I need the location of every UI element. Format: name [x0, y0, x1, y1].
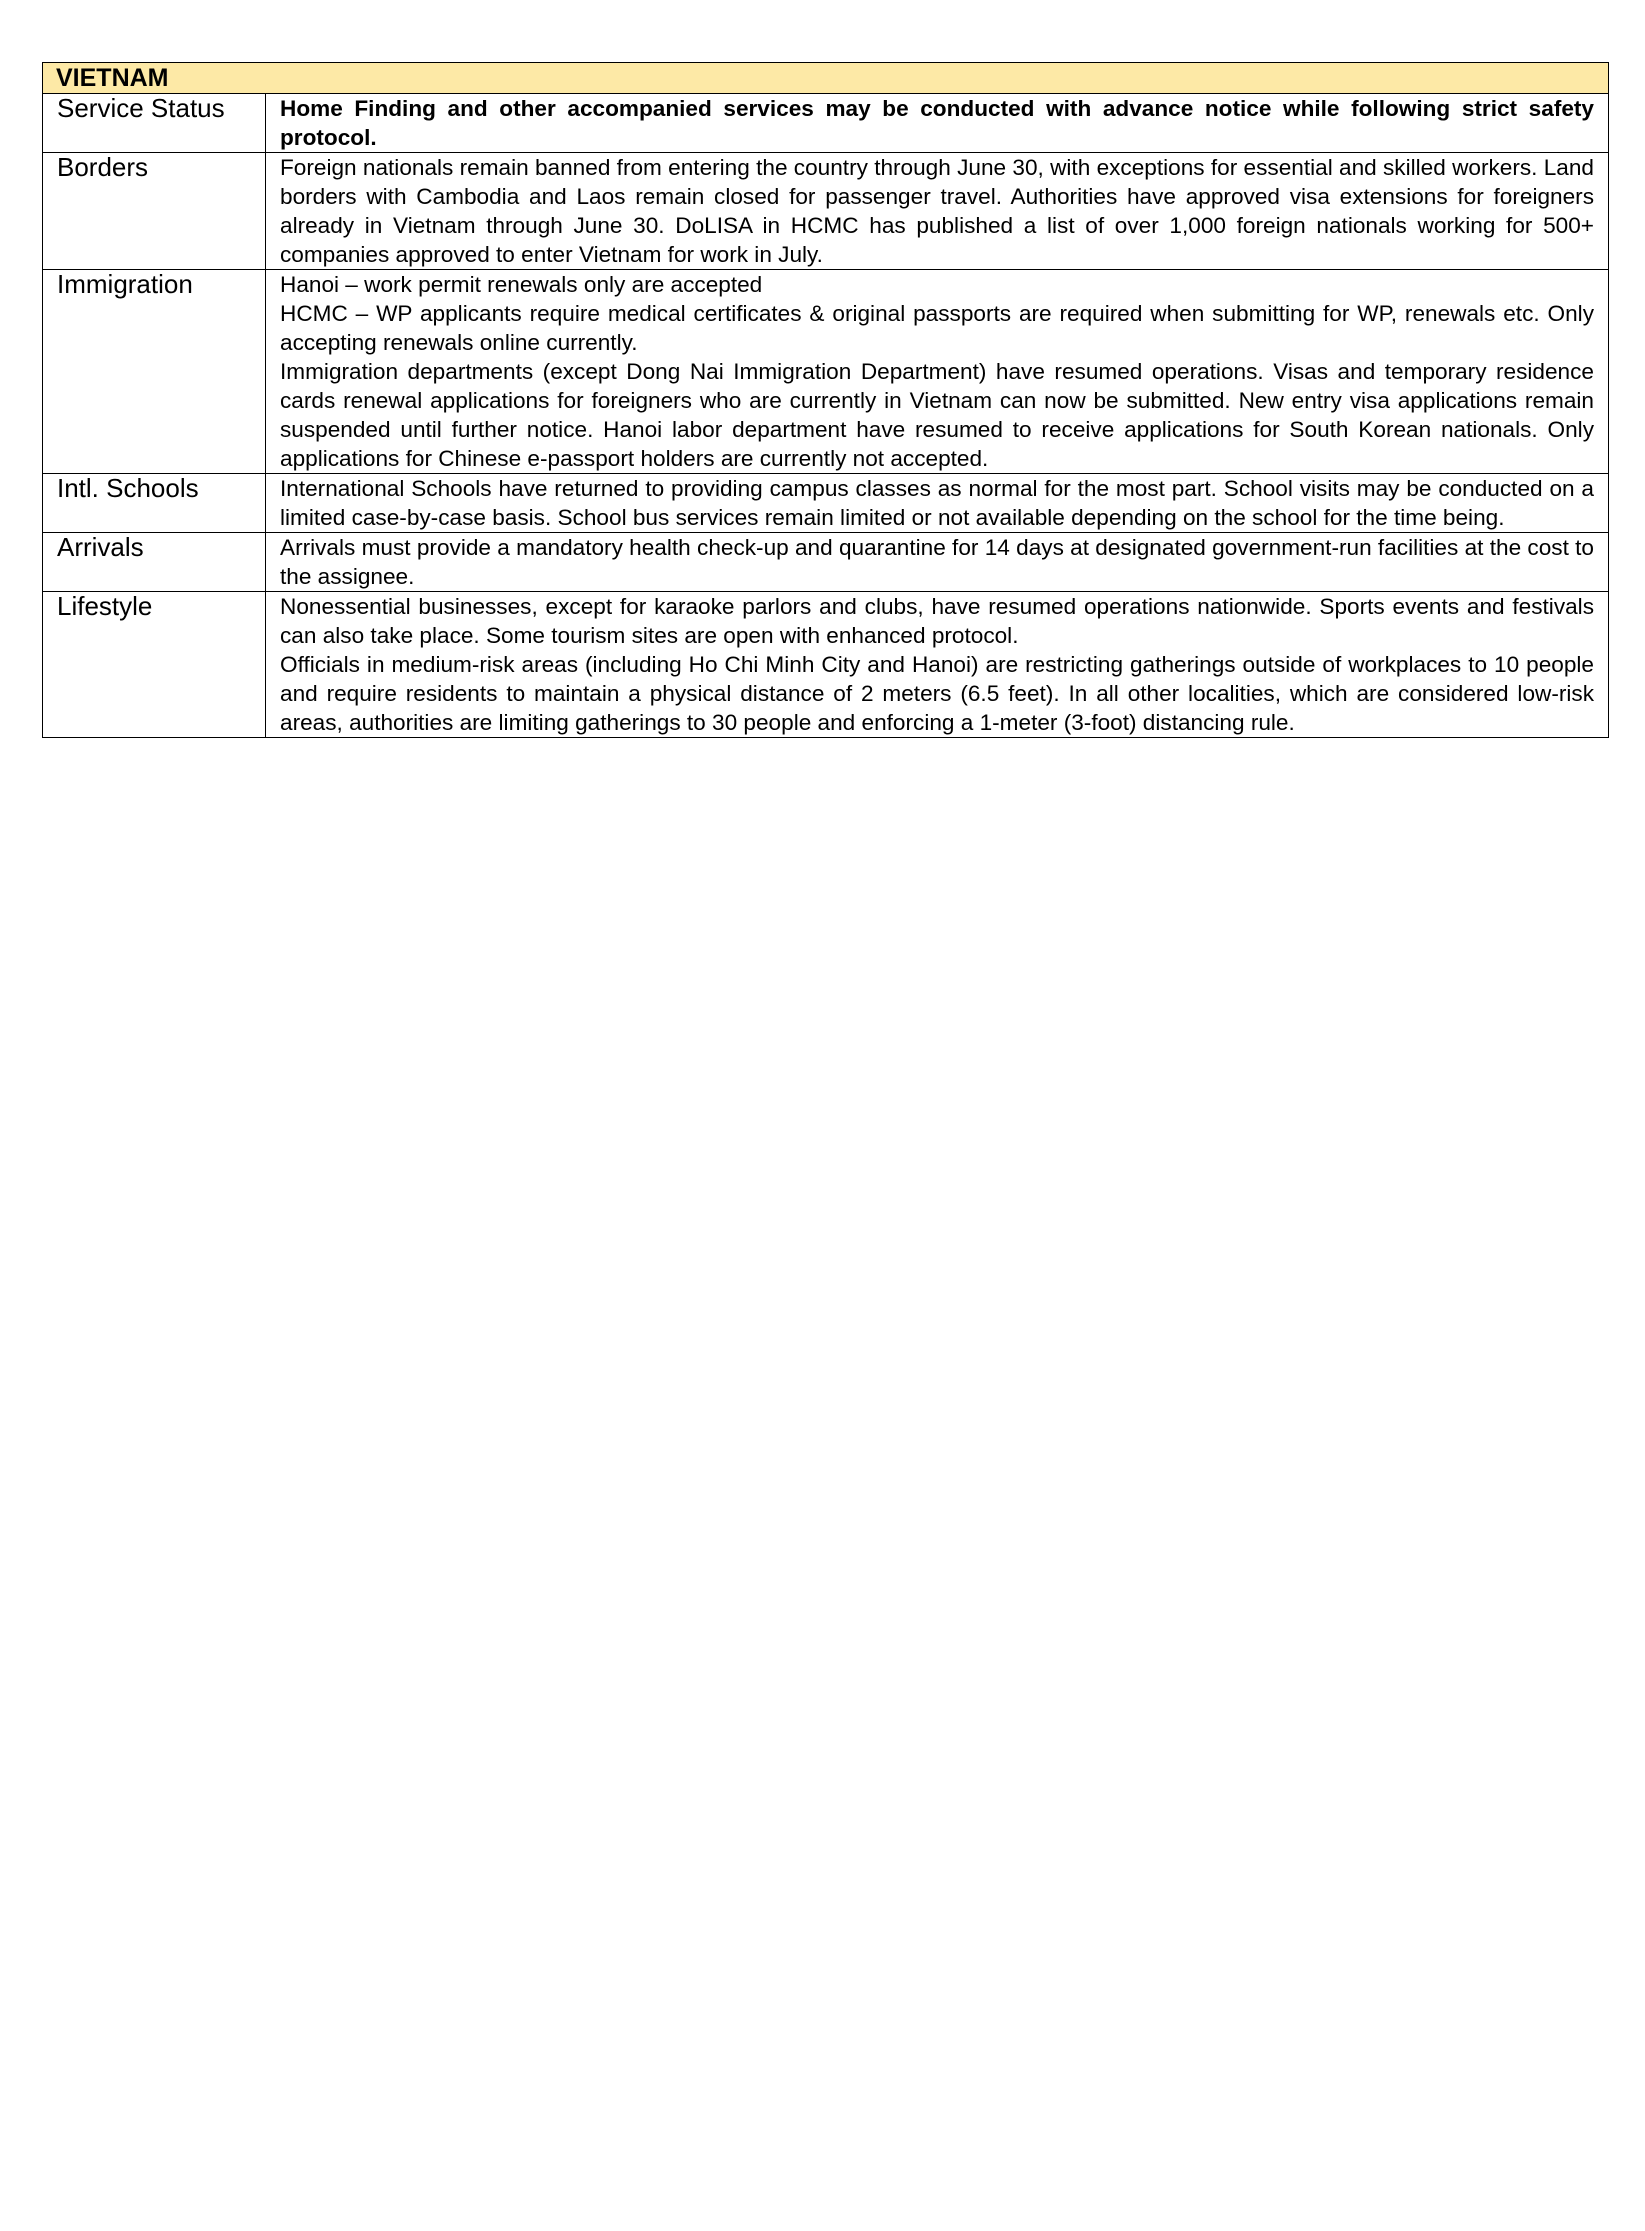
row-paragraph: Foreign nationals remain banned from entering the country through June 30, with exceptions for essential and skilled workers. Land borders with Cambodia and Laos remain closed for passenger travel. Authorities have approved visa extensions for foreigners already in Vietnam through June 30. DoLISA in HCMC has published a list of over 1,000 foreign nationals working for 500+ companies approved to enter Vietnam for work in July. [280, 155, 1594, 267]
row-label-immigration: Immigration [43, 270, 266, 474]
row-label-service-status: Service Status [43, 94, 266, 153]
row-paragraph: HCMC – WP applicants require medical certificates & original passports are required when submitting for WP, renewals etc. Only accepting renewals online currently. [280, 301, 1594, 355]
row-paragraph: Officials in medium-risk areas (including Ho Chi Minh City and Hanoi) are restricting gatherings outside of workplaces to 10 people and require residents to maintain a physical distance of 2 meters (6.5 feet). In all other localities, which are considered low-risk areas, authorities are limiting gatherings to 30 people and enforcing a 1-meter (3-foot) distancing rule. [280, 652, 1594, 735]
table-row-service-status [43, 94, 1609, 153]
row-content-service-status [266, 94, 1609, 153]
row-content-lifestyle [266, 592, 1609, 738]
table-row-intl-schools [43, 474, 1609, 533]
row-content-borders [266, 153, 1609, 270]
row-paragraph: Immigration departments (except Dong Nai Immigration Department) have resumed operations. Visas and temporary residence cards renewal applications for foreigners who are currently in Vietnam can now be submitted. New entry visa applications remain suspended until further notice. Hanoi labor department have resumed to receive applications for South Korean nationals. Only applications for Chinese e-passport holders are currently not accepted. [280, 359, 1594, 471]
country-status-table [42, 62, 1609, 738]
row-content-intl-schools [266, 474, 1609, 533]
row-label-arrivals: Arrivals [43, 533, 266, 592]
row-paragraph: Home Finding and other accompanied services may be conducted with advance notice while following strict safety protocol. [280, 96, 1594, 150]
table-row-lifestyle [43, 592, 1609, 738]
table-title-row [43, 63, 1609, 94]
row-content-immigration [266, 270, 1609, 474]
row-label-borders: Borders [43, 153, 266, 270]
row-paragraph: Arrivals must provide a mandatory health check-up and quarantine for 14 days at designated government-run facilities at the cost to the assignee. [280, 535, 1594, 589]
table-row-immigration [43, 270, 1609, 474]
row-label-lifestyle: Lifestyle [43, 592, 266, 738]
table-title: VIETNAM [43, 63, 1609, 94]
table-row-borders [43, 153, 1609, 270]
row-paragraph: International Schools have returned to providing campus classes as normal for the most part. School visits may be conducted on a limited case-by-case basis. School bus services remain limited or not available depending on the school for the time being. [280, 476, 1594, 530]
row-content-arrivals [266, 533, 1609, 592]
table-row-arrivals [43, 533, 1609, 592]
row-paragraph: Hanoi – work permit renewals only are accepted [280, 272, 763, 297]
row-paragraph: Nonessential businesses, except for karaoke parlors and clubs, have resumed operations nationwide. Sports events and festivals can also take place. Some tourism sites are open with enhanced protocol. [280, 594, 1594, 648]
row-label-intl-schools: Intl. Schools [43, 474, 266, 533]
